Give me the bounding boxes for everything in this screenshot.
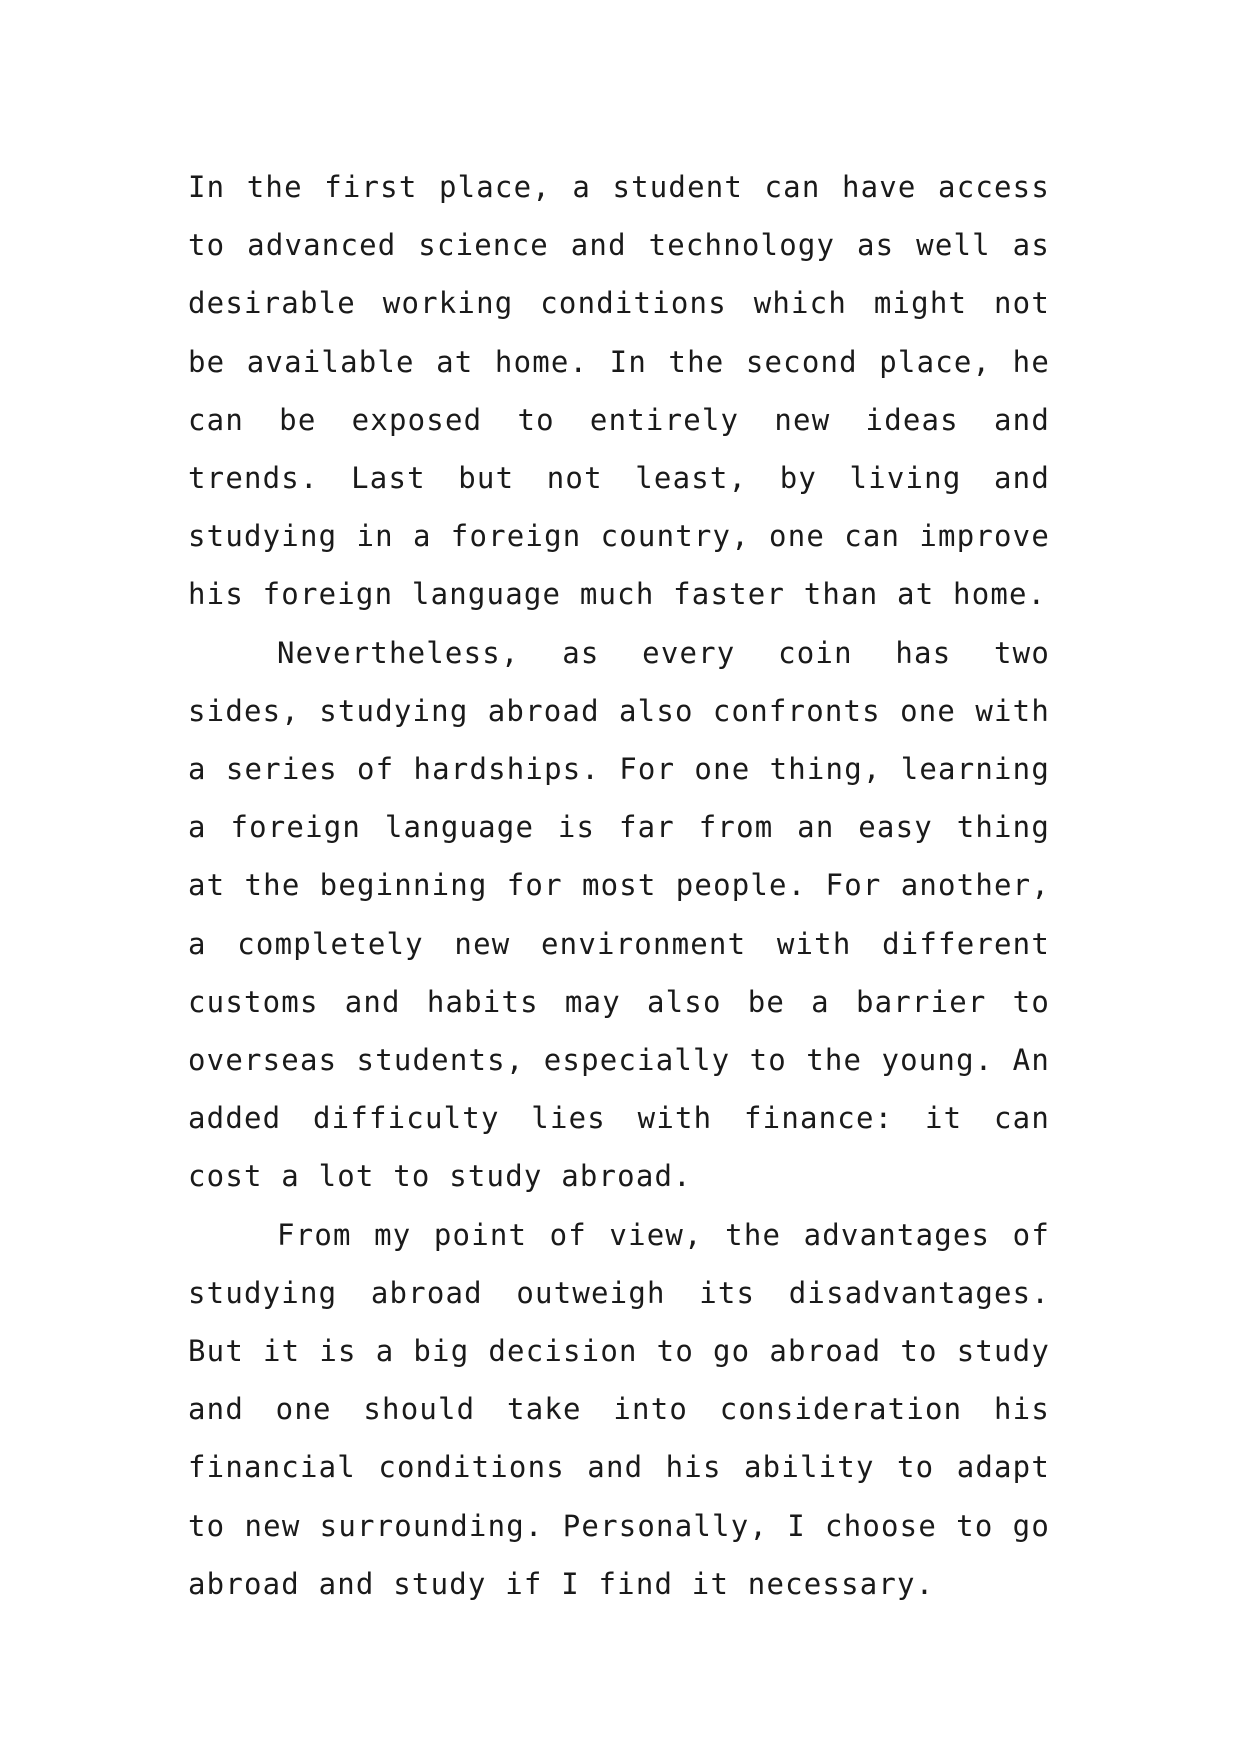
paragraph-hardships: Nevertheless, as every coin has two sides, studying abroad also confronts one with a series of hardships. For one thing, learning a foreign language is far from an easy thing at the beginning for most people. For another, a completely new environment with different customs and habits may also be a barrier to overseas students, especially to the young. An added difficulty lies with finance: it can cost a lot to study abroad. [188, 635, 1050, 1194]
paragraph-advantages: In the first place, a student can have access to advanced science and technology as well as desirable working conditions which might not be available at home. In the second place, he can be exposed to entirely new ideas and trends. Last but not least, by living and studying in a foreign country, one can improve his foreign language much faster than at home. [188, 170, 1050, 612]
paragraph-conclusion: From my point of view, the advantages of studying abroad outweigh its disadvantages. But it is a big decision to go abroad to study and one should take into consideration his financial conditions and his ability to adapt to new surrounding. Personally, I choose to go abroad and study if I find it necessary. [188, 1217, 1050, 1601]
document-body [188, 158, 1050, 1613]
